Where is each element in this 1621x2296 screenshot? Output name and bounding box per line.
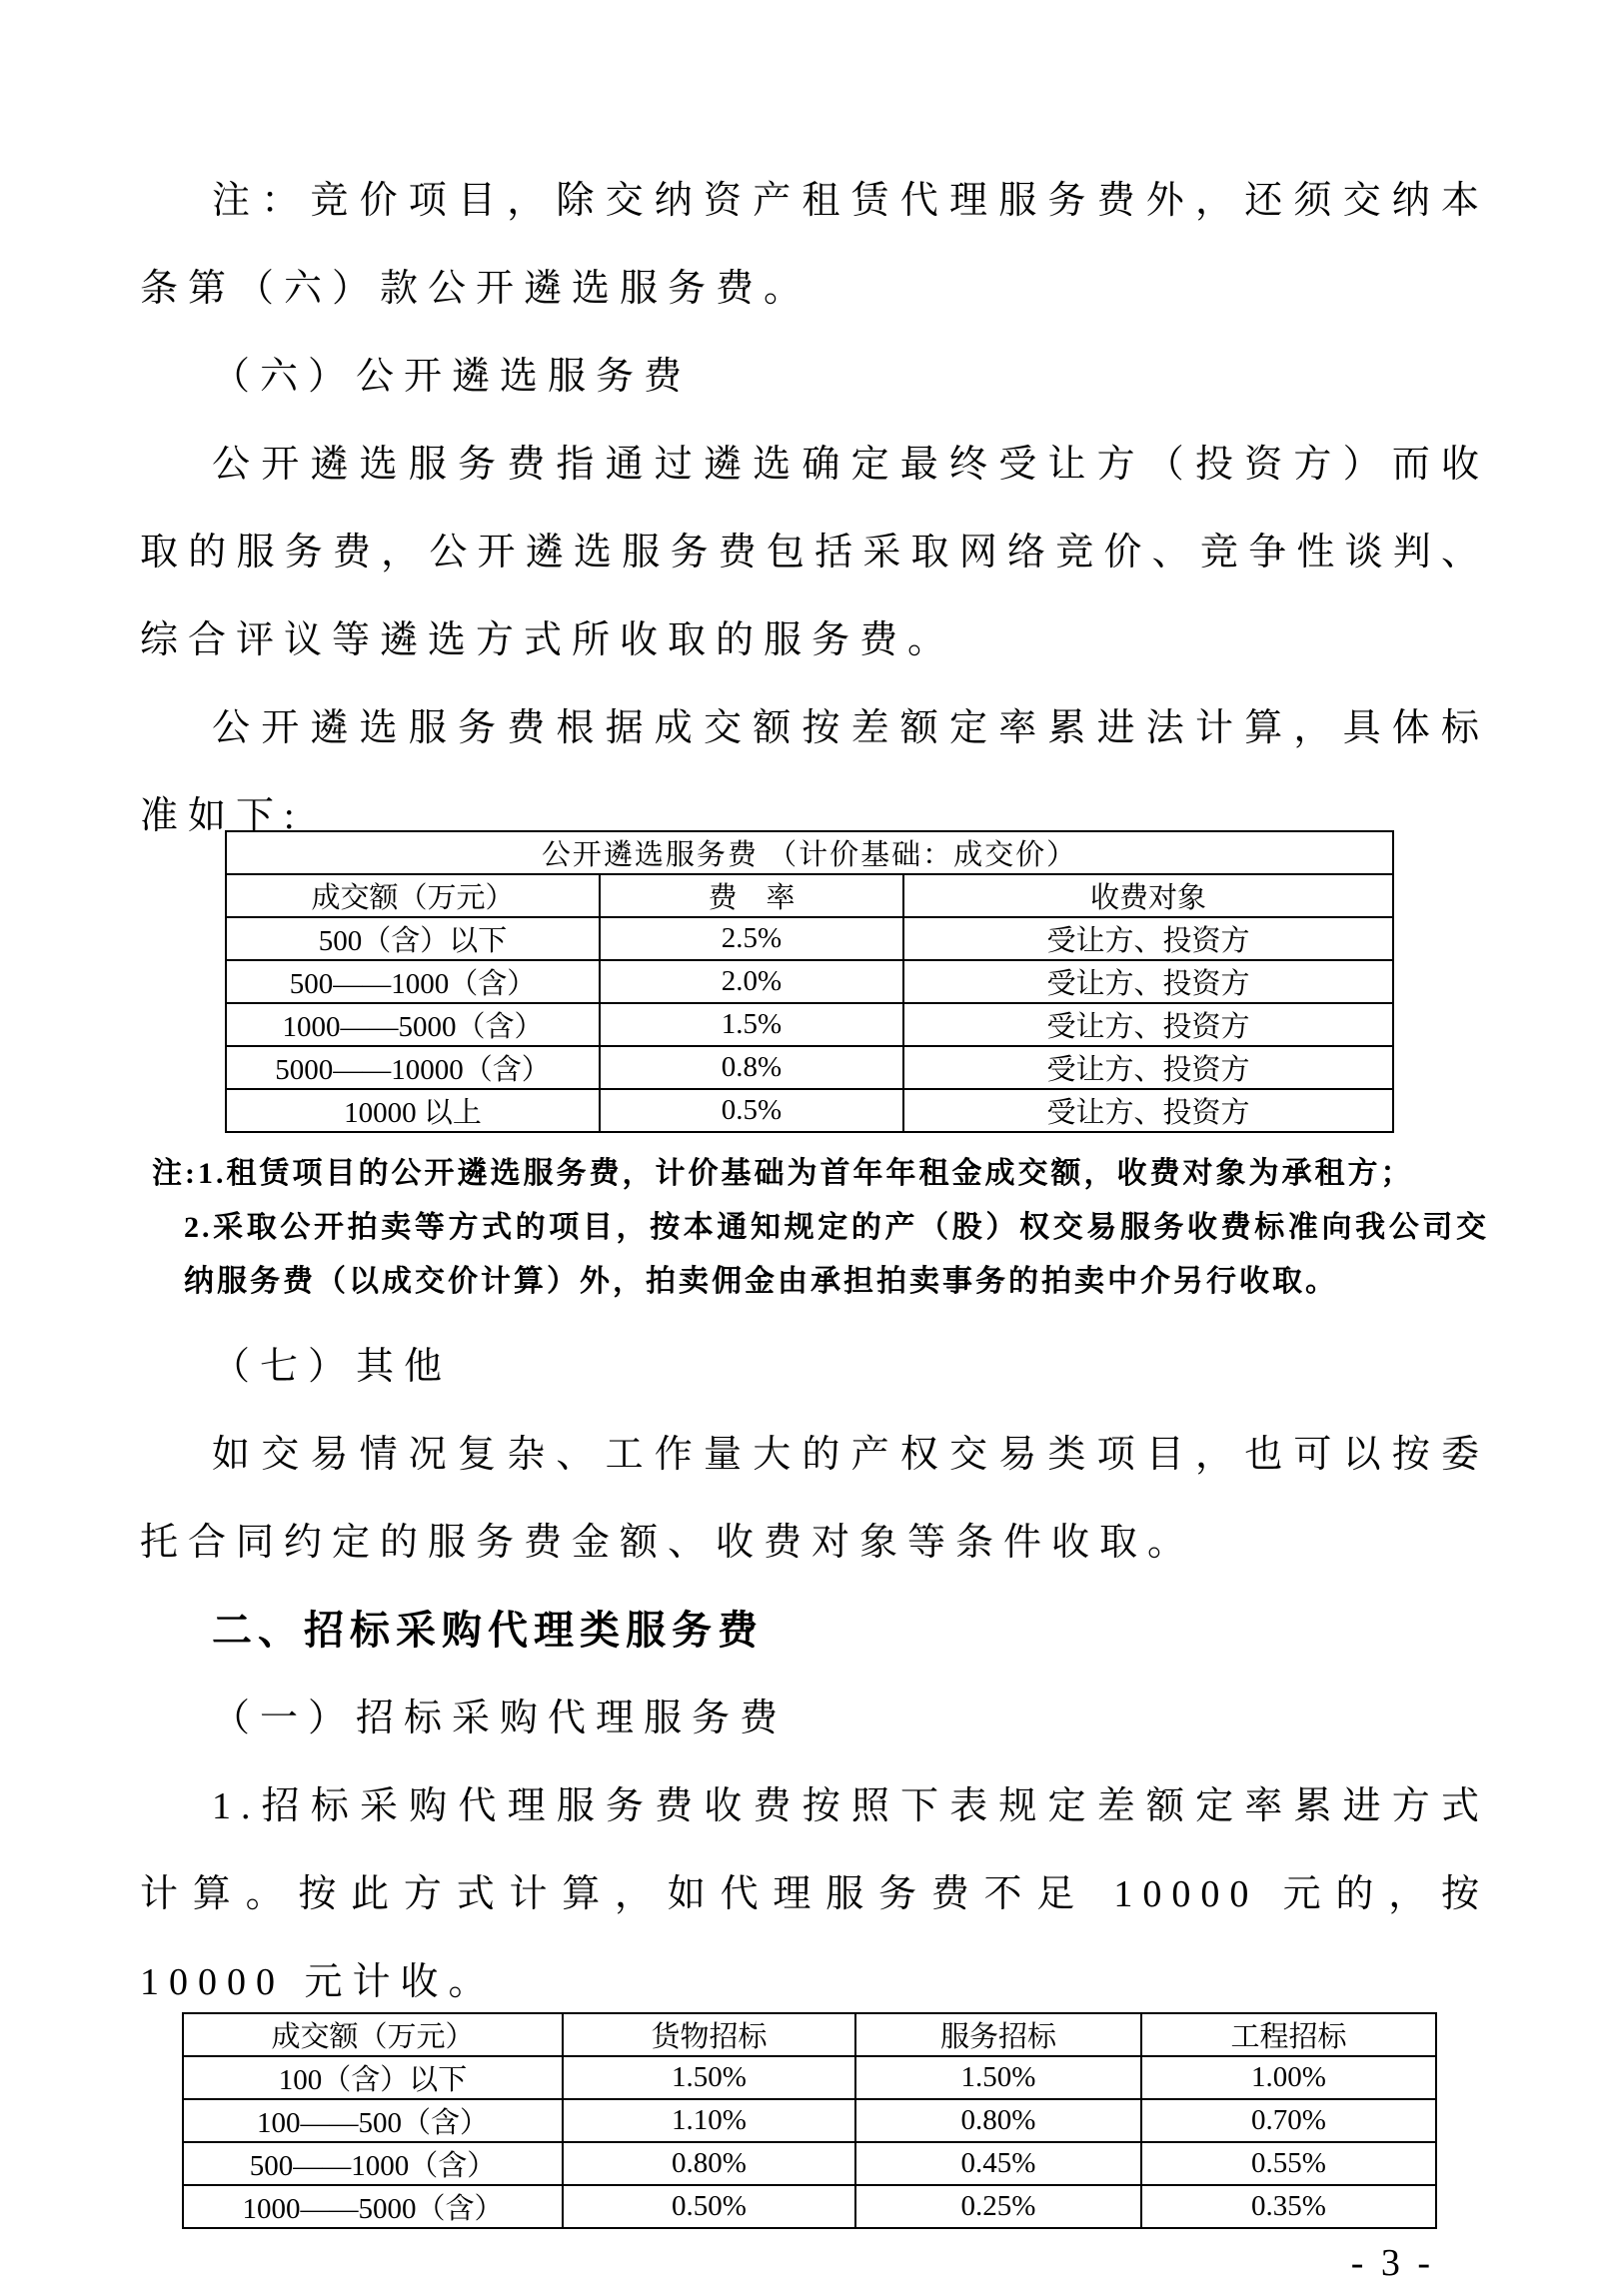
- table-header-row: [226, 874, 1393, 917]
- section-seven-description: 如交易情况复杂、工作量大的产权交易类项目，也可以按委托合同约定的服务费金额、收费对象等条件收取。: [140, 1434, 1489, 1564]
- table-row: [226, 1089, 1393, 1132]
- table-row: [226, 1046, 1393, 1089]
- section-seven-heading: （七）其他: [212, 1346, 453, 1388]
- section-six-heading: （六）公开遴选服务费: [212, 356, 693, 398]
- table-cell: 2.5%: [600, 917, 903, 960]
- table-cell: 2.0%: [600, 960, 903, 1003]
- table-cell: 500——1000（含）: [226, 960, 600, 1003]
- table-cell: 0.50%: [563, 2185, 855, 2228]
- table-cell: 5000——10000（含）: [226, 1046, 600, 1089]
- table-cell: 100——500（含）: [183, 2099, 563, 2142]
- page-number: - 3 -: [1350, 2242, 1434, 2284]
- table-cell: 0.80%: [563, 2142, 855, 2185]
- table-header-row: [183, 2013, 1436, 2056]
- table1-header-payer: 收费对象: [903, 874, 1393, 917]
- table-cell: 0.5%: [600, 1089, 903, 1132]
- section-two-heading: 二、招标采购代理类服务费: [212, 1609, 764, 1653]
- table-cell: 1.10%: [563, 2099, 855, 2142]
- table-cell: 0.80%: [855, 2099, 1141, 2142]
- table1-notes: [140, 1147, 1489, 1309]
- page-footer: [140, 2243, 1489, 2283]
- table1-header-rate: 费 率: [600, 874, 903, 917]
- table-cell: 1000——5000（含）: [183, 2185, 563, 2228]
- table2-header-amount: 成交额（万元）: [183, 2013, 563, 2056]
- table-cell: 受让方、投资方: [903, 960, 1393, 1003]
- table-cell: 1.00%: [1141, 2056, 1436, 2099]
- section-six-description: 公开遴选服务费指通过遴选确定最终受让方（投资方）而收取的服务费，公开遴选服务费包括采取网络竞价、竞争性谈判、综合评议等遴选方式所收取的服务费。: [140, 444, 1489, 661]
- section-two-one-description: 1.招标采购代理服务费收费按照下表规定差额定率累进方式计算。按此方式计算，如代理服务费不足 10000 元的，按 10000 元计收。: [140, 1785, 1489, 2003]
- table1-note-1: 注:1.租赁项目的公开遴选服务费，计价基础为首年年租金成交额，收费对象为承租方；: [152, 1157, 1414, 1190]
- table-row: [226, 917, 1393, 960]
- table-row: [226, 1003, 1393, 1046]
- table-cell: 1.5%: [600, 1003, 903, 1046]
- table-cell: 受让方、投资方: [903, 1089, 1393, 1132]
- table2-header-services: 服务招标: [855, 2013, 1141, 2056]
- top-note-paragraph: 注：竞价项目，除交纳资产租赁代理服务费外，还须交纳本条第（六）款公开遴选服务费。: [140, 180, 1489, 310]
- table1-title: 公开遴选服务费 （计价基础：成交价）: [226, 831, 1393, 874]
- table1-note-2: 2.采取公开拍卖等方式的项目，按本通知规定的产（股）权交易服务收费标准向我公司交纳服务费（以成交价计算）外，拍卖佣金由承担拍卖事务的拍卖中介另行收取。: [184, 1211, 1489, 1298]
- table-row: [226, 831, 1393, 874]
- table-cell: 受让方、投资方: [903, 1003, 1393, 1046]
- table2-header-engineering: 工程招标: [1141, 2013, 1436, 2056]
- table-cell: 0.70%: [1141, 2099, 1436, 2142]
- table1-header-amount: 成交额（万元）: [226, 874, 600, 917]
- table-row: [183, 2142, 1436, 2185]
- table-cell: 受让方、投资方: [903, 917, 1393, 960]
- table-cell: 1000——5000（含）: [226, 1003, 600, 1046]
- table-cell: 0.55%: [1141, 2142, 1436, 2185]
- table-cell: 100（含）以下: [183, 2056, 563, 2099]
- table-cell: 受让方、投资方: [903, 1046, 1393, 1089]
- table-cell: 1.50%: [855, 2056, 1141, 2099]
- table-cell: 0.35%: [1141, 2185, 1436, 2228]
- table-row: [183, 2056, 1436, 2099]
- bidding-agency-fee-table: [182, 2012, 1437, 2229]
- table-row: [183, 2185, 1436, 2228]
- table-cell: 1.50%: [563, 2056, 855, 2099]
- section-two-one-heading: （一）招标采购代理服务费: [212, 1698, 789, 1739]
- table2-header-goods: 货物招标: [563, 2013, 855, 2056]
- table-cell: 0.25%: [855, 2185, 1141, 2228]
- table-cell: 0.45%: [855, 2142, 1141, 2185]
- table-cell: 500——1000（含）: [183, 2142, 563, 2185]
- table-cell: 500（含）以下: [226, 917, 600, 960]
- table1-intro-paragraph: 公开遴选服务费根据成交额按差额定率累进法计算，具体标准如下:: [140, 707, 1489, 837]
- table-row: [183, 2099, 1436, 2142]
- open-selection-fee-table: [225, 830, 1394, 1133]
- table-row: [226, 960, 1393, 1003]
- table-cell: 0.8%: [600, 1046, 903, 1089]
- table-cell: 10000 以上: [226, 1089, 600, 1132]
